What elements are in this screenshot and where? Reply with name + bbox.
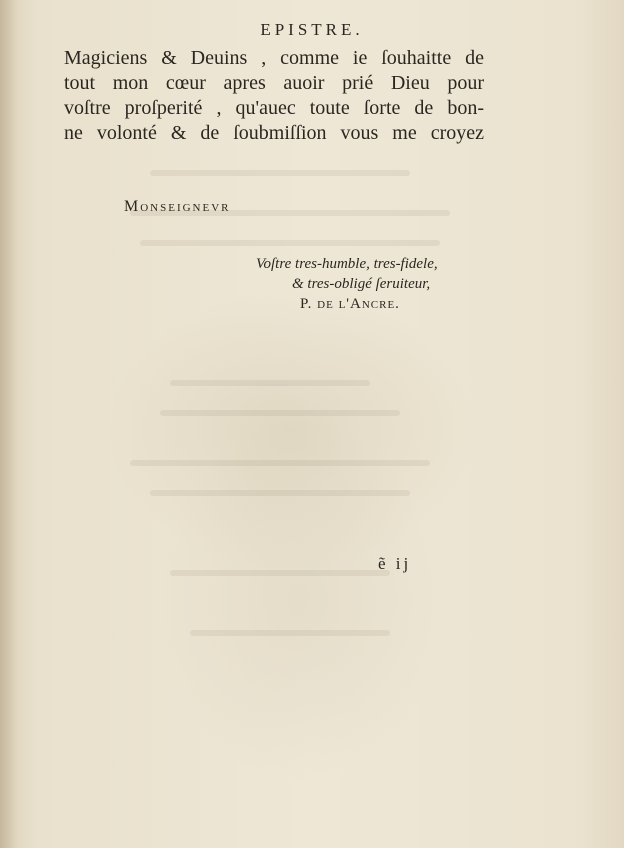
signature-line-1: Voſtre tres-humble, tres-fidele, xyxy=(256,256,438,272)
show-through-bleed xyxy=(110,150,510,710)
signature-mark: ẽ ij xyxy=(378,554,412,573)
signature-line-2: & tres-obligé ſeruiteur, xyxy=(292,276,431,292)
text-line: Magiciens & Deuins , comme ie ſouhaitte de xyxy=(64,47,484,69)
signature-block xyxy=(256,254,496,314)
signature-author: P. de l'Ancre. xyxy=(300,296,400,312)
text-line: ne volonté & de ſoubmiſſion vous me croyez xyxy=(64,122,484,144)
epistle-closing-text xyxy=(64,46,484,146)
running-head: EPISTRE. xyxy=(260,20,364,39)
page-gutter-shadow xyxy=(0,0,18,848)
text-line: tout mon cœur apres auoir prié Dieu pour xyxy=(64,72,484,94)
text-line: voſtre proſperité , qu'auec toute ſorte de bon- xyxy=(64,97,484,119)
salutation: Monseignevr xyxy=(124,198,231,215)
